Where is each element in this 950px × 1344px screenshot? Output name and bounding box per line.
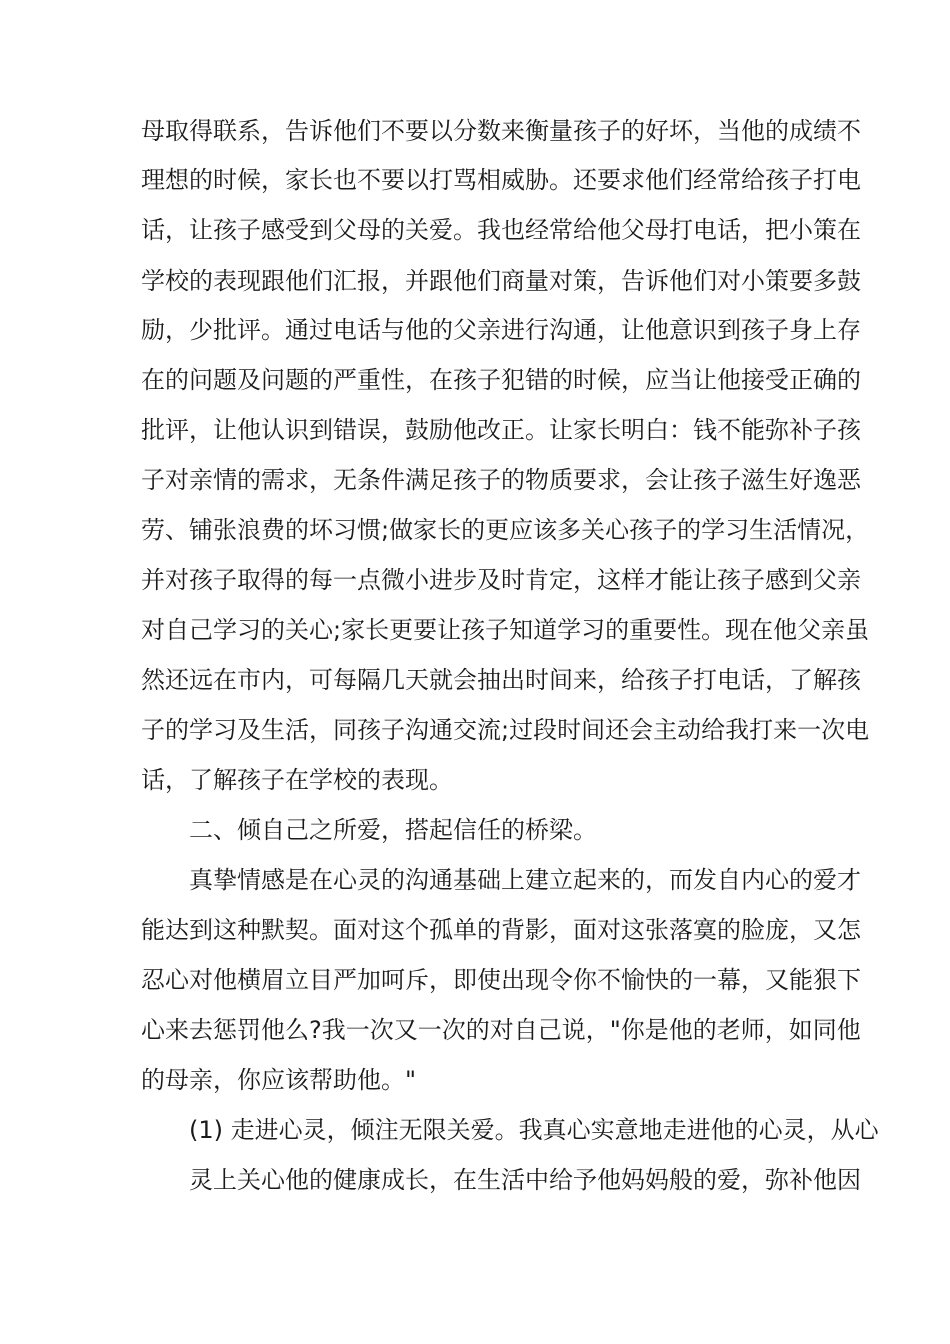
text-line-14: 话，了解孩子在学校的表现。 [141, 766, 453, 794]
text-line-11: 对自己学习的关心;家长更要让孩子知道学习的重要性。现在他父亲虽 [141, 616, 870, 644]
text-line-17: 能达到这种默契。面对这个孤单的背影，面对这张落寞的脸庞，又怎 [141, 916, 861, 944]
text-line-3: 话，让孩子感受到父母的关爱。我也经常给他父母打电话，把小策在 [141, 216, 861, 244]
text-line-9: 劳、铺张浪费的坏习惯;做家长的更应该多关心孩子的学习生活情况， [141, 516, 870, 544]
text-line-20: 的母亲，你应该帮助他。" [141, 1066, 417, 1094]
text-line-19: 心来去惩罚他么?我一次又一次的对自己说，"你是他的老师，如同他 [141, 1016, 861, 1044]
text-line-8: 子对亲情的需求，无条件满足孩子的物质要求，会让孩子滋生好逸恶 [141, 466, 861, 494]
text-line-1: 母取得联系，告诉他们不要以分数来衡量孩子的好坏，当他的成绩不 [141, 117, 861, 145]
text-line-10: 并对孩子取得的每一点微小进步及时肯定，这样才能让孩子感到父亲 [141, 566, 861, 594]
text-line-4: 学校的表现跟他们汇报，并跟他们商量对策，告诉他们对小策要多鼓 [141, 267, 861, 295]
section-heading: 二、倾自己之所爱，搭起信任的桥梁。 [189, 816, 597, 844]
text-line-12: 然还远在市内，可每隔几天就会抽出时间来，给孩子打电话，了解孩 [141, 666, 861, 694]
text-line-22: 灵上关心他的健康成长，在生活中给予他妈妈般的爱，弥补他因 [189, 1166, 861, 1194]
text-line-21: (1) 走进心灵，倾注无限关爱。我真心实意地走进他的心灵，从心 [189, 1116, 879, 1144]
text-line-6: 在的问题及问题的严重性，在孩子犯错的时候，应当让他接受正确的 [141, 366, 861, 394]
text-line-2: 理想的时候，家长也不要以打骂相威胁。还要求他们经常给孩子打电 [141, 166, 861, 194]
text-line-7: 批评，让他认识到错误，鼓励他改正。让家长明白：钱不能弥补子孩 [141, 416, 861, 444]
text-line-16: 真挚情感是在心灵的沟通基础上建立起来的，而发自内心的爱才 [189, 866, 861, 894]
text-line-13: 子的学习及生活，同孩子沟通交流;过段时间还会主动给我打来一次电 [141, 716, 870, 744]
text-line-18: 忍心对他横眉立目严加呵斥，即使出现令你不愉快的一幕，又能狠下 [141, 966, 861, 994]
text-line-5: 励，少批评。通过电话与他的父亲进行沟通，让他意识到孩子身上存 [141, 316, 861, 344]
